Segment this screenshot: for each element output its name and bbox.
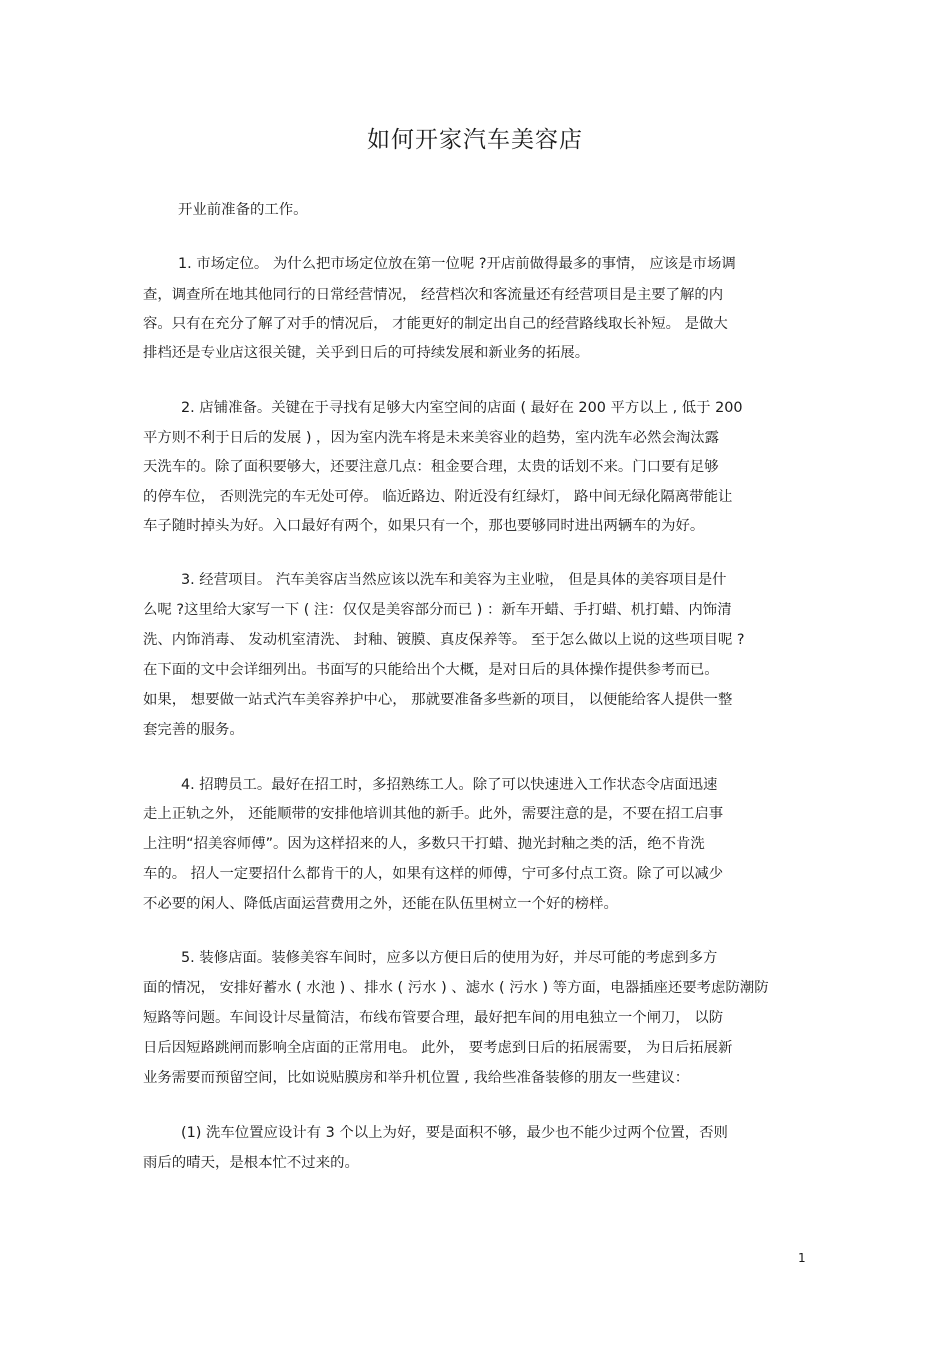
intro-paragraph: 开业前准备的工作。: [178, 202, 308, 218]
paragraph-line: 雨后的晴天，是根本忙不过来的。: [143, 1155, 359, 1171]
paragraph-line: 1. 市场定位。 为什么把市场定位放在第一位呢 ?开店前做得最多的事情， 应该是市场调: [178, 256, 736, 272]
paragraph-line: 如果， 想要做一站式汽车美容养护中心， 那就要准备多些新的项目， 以便能给客人提供一整: [143, 692, 733, 708]
paragraph-line: 短路等问题。车间设计尽量简洁，布线布管要合理，最好把车间的用电独立一个闸刀， 以防: [143, 1010, 724, 1026]
paragraph-line: 4. 招聘员工。最好在招工时，多招熟练工人。除了可以快速进入工作状态令店面迅速: [181, 777, 718, 793]
paragraph-line: 平方则不利于日后的发展 ) ，因为室内洗车将是未来美容业的趋势，室内洗车必然会淘汰露: [143, 430, 720, 446]
paragraph-line: 业务需要而预留空间，比如说贴膜房和举升机位置 , 我给些准备装修的朋友一些建议：: [143, 1070, 690, 1086]
paragraph-line: (1) 洗车位置应设计有 3 个以上为好，要是面积不够，最少也不能少过两个位置，否则: [181, 1125, 728, 1141]
paragraph-line: 排档还是专业店这很关键，关乎到日后的可持续发展和新业务的拓展。: [143, 345, 590, 361]
paragraph-line: 面的情况， 安排好蓄水 ( 水池 ) 、排水 ( 污水 ) 、滤水 ( 污水 ) 等方面，电器插座还要考虑防潮防: [143, 980, 769, 996]
page-number: 1: [798, 1251, 806, 1265]
paragraph-line: 查，调查所在地其他同行的日常经营情况， 经营档次和客流量还有经营项目是主要了解的内: [143, 287, 724, 303]
paragraph-line: 走上正轨之外， 还能顺带的安排他培训其他的新手。此外，需要注意的是，不要在招工启事: [143, 806, 724, 822]
paragraph-line: 容。只有在充分了解了对手的情况后， 才能更好的制定出自己的经营路线取长补短。 是做大: [143, 316, 728, 332]
paragraph-line: 车的。 招人一定要招什么都肯干的人，如果有这样的师傅，宁可多付点工资。除了可以减少: [143, 866, 724, 882]
paragraph-line: 在下面的文中会详细列出。书面写的只能给出个大概，是对日后的具体操作提供参考而已。: [143, 662, 719, 678]
paragraph-line: 洗、内饰消毒、 发动机室清洗、 封釉、镀膜、真皮保养等。 至于怎么做以上说的这些项目呢 ?: [143, 632, 745, 648]
paragraph-line: 么呢 ?这里给大家写一下 ( 注：仅仅是美容部分而已 ) ：新车开蜡、手打蜡、机打蜡、内饰清: [143, 602, 732, 618]
document-title: 如何开家汽车美容店: [367, 127, 583, 153]
paragraph-line: 日后因短路跳闸而影响全店面的正常用电。 此外， 要考虑到日后的拓展需要， 为日后拓展新: [143, 1040, 733, 1056]
paragraph-line: 套完善的服务。: [143, 722, 244, 738]
paragraph-line: 车子随时掉头为好。入口最好有两个，如果只有一个，那也要够同时进出两辆车的为好。: [143, 518, 705, 534]
paragraph-line: 不必要的闲人、降低店面运营费用之外，还能在队伍里树立一个好的榜样。: [143, 896, 618, 912]
paragraph-line: 天洗车的。除了面积要够大，还要注意几点：租金要合理，太贵的话划不来。门口要有足够: [143, 459, 719, 475]
paragraph-line: 上注明“招美容师傅”。因为这样招来的人，多数只干打蜡、抛光封釉之类的活，绝不肯洗: [143, 836, 705, 852]
paragraph-line: 的停车位， 否则洗完的车无处可停。 临近路边、附近没有红绿灯， 路中间无绿化隔离带能让: [143, 489, 733, 505]
paragraph-line: 2. 店铺准备。关键在于寻找有足够大内室空间的店面 ( 最好在 200 平方以上 , 低于 200: [181, 400, 743, 416]
paragraph-line: 3. 经营项目。 汽车美容店当然应该以洗车和美容为主业啦， 但是具体的美容项目是什: [181, 572, 727, 588]
paragraph-line: 5. 装修店面。装修美容车间时，应多以方便日后的使用为好，并尽可能的考虑到多方: [181, 950, 718, 966]
